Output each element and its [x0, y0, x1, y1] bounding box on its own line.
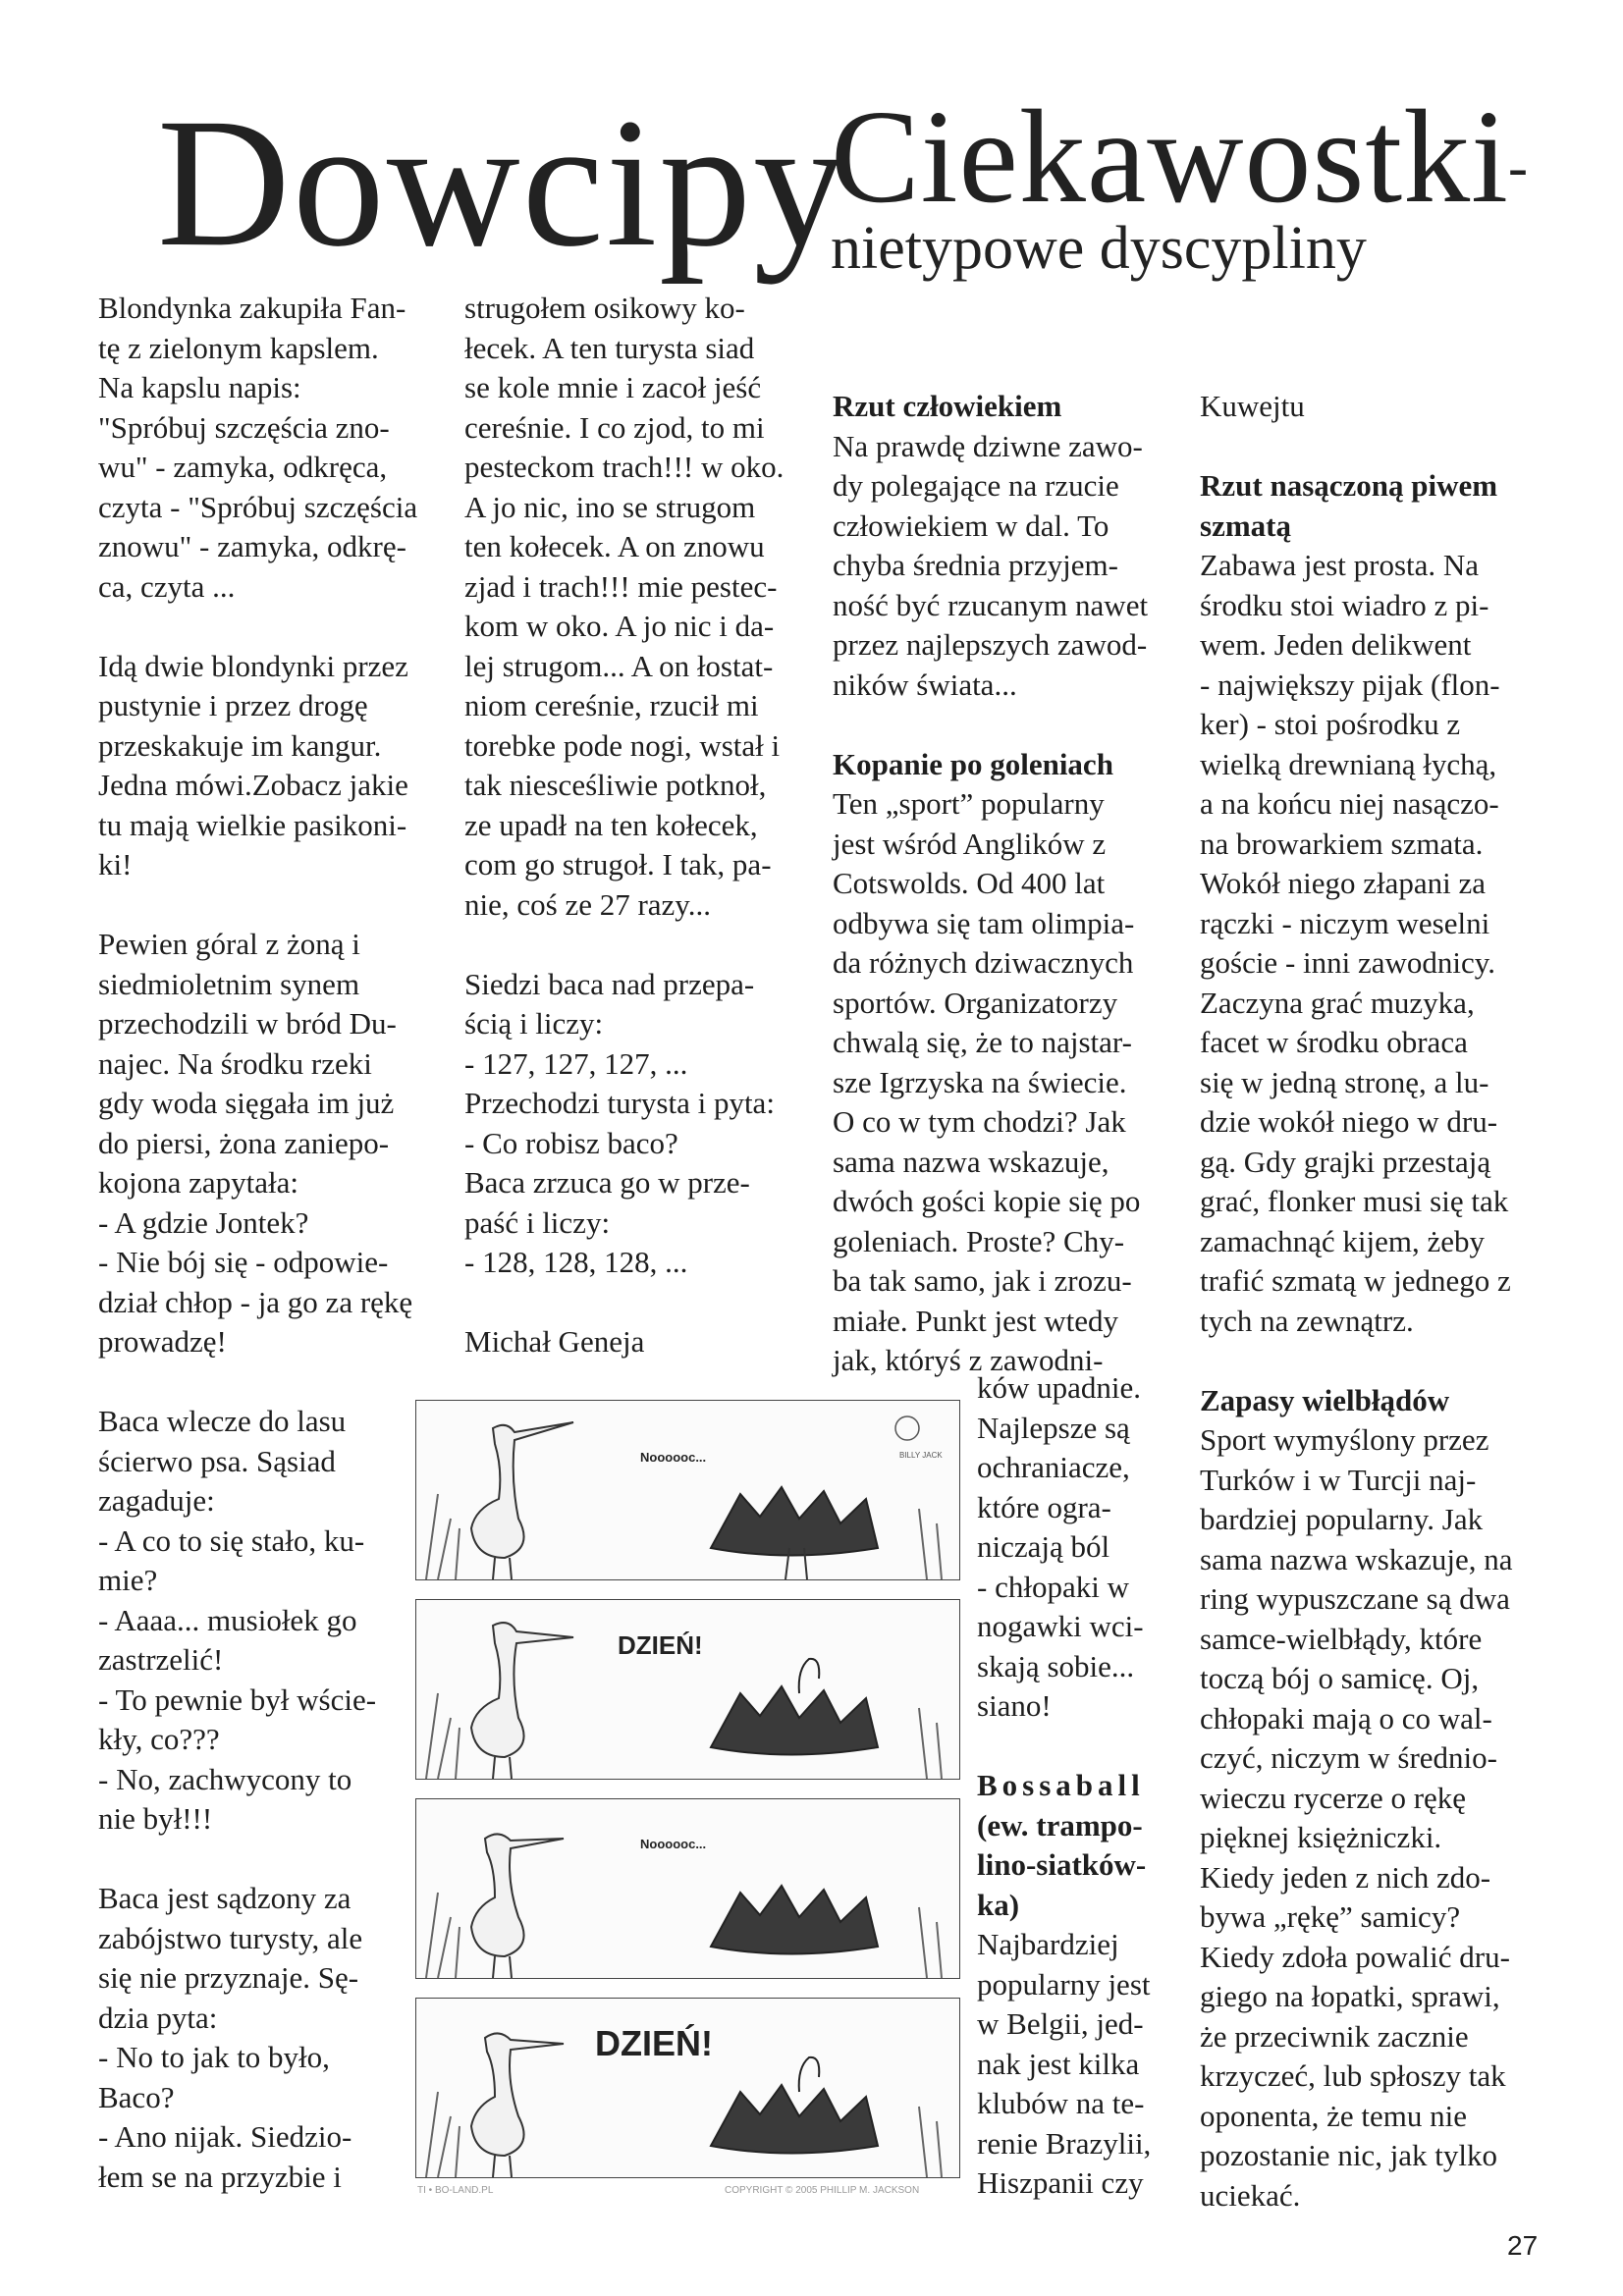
text-line: - No, zachwycony to	[98, 1761, 352, 1796]
text-line: Baca zrzuca go w prze-	[464, 1165, 750, 1200]
heading-bossaball: Bossaball	[977, 1768, 1145, 1802]
comic-credit-right: COPYRIGHT © 2005 PHILLIP M. JACKSON	[725, 2185, 920, 2196]
comic-logo: BILLY JACK	[899, 1451, 943, 1460]
text-line: najec. Na środku rzeki	[98, 1045, 372, 1081]
trivia-column-2	[1200, 387, 1536, 2216]
comic-text-day-1: DZIEŃ!	[618, 1630, 703, 1660]
text-line: przez najlepszych zawod-	[833, 627, 1148, 662]
text-line: Sport wymyślony przez	[1200, 1422, 1489, 1457]
text-line: ten kołecek. A on znowu	[464, 529, 765, 563]
text-line: pustynie i przez drogę	[98, 688, 368, 722]
text-line: tę z zielonym kapslem.	[98, 330, 379, 365]
text-line: środku stoi wiadro z pi-	[1200, 587, 1489, 622]
text-line: miałe. Punkt jest wtedy	[833, 1303, 1119, 1338]
comic-text-night-2: Noooooc...	[640, 1837, 707, 1851]
text-line: torebke pode nogi, wstał i	[464, 727, 781, 763]
text-line: przechodzili w bród Du-	[98, 1006, 397, 1041]
text-line: sama nazwa wskazuje,	[833, 1144, 1109, 1179]
text-line: ze upadł na ten kołecek,	[464, 807, 758, 842]
text-line: Baca jest sądzony za	[98, 1881, 352, 1915]
heading-rzut-czlowiekiem: Rzut człowiekiem	[833, 389, 1062, 423]
text-line: strugołem osikowy ko-	[464, 291, 745, 325]
text-line: siano!	[977, 1688, 1052, 1723]
text-kopanie-po-goleniach	[833, 784, 1166, 1381]
text-line: gą. Gdy grajki przestają	[1200, 1144, 1491, 1179]
text-line: Baco?	[98, 2079, 175, 2114]
text-line: do piersi, żona zaniepo-	[98, 1125, 390, 1160]
heading-zapasy-wielbladow: Zapasy wielbłądów	[1200, 1382, 1450, 1417]
heading-rzut-szmata	[1200, 466, 1536, 546]
text-line: kom w oko. A jo nic i da-	[464, 609, 775, 643]
text-line: zagaduje:	[98, 1483, 215, 1518]
text-line	[98, 885, 427, 926]
text-line: ników świata...	[833, 667, 1017, 702]
text-line: chłopaki mają o co wal-	[1200, 1700, 1492, 1735]
subtitle-dyscypliny: nietypowe dyscypliny	[831, 215, 1367, 282]
text-line: Zabawa jest prosta. Na	[1200, 548, 1480, 582]
text-line: jak, któryś z zawodni-	[833, 1343, 1104, 1377]
text-line: Przechodzi turysta i pyta:	[464, 1086, 775, 1120]
text-line: ker) - stoi pośrodku z	[1200, 707, 1461, 741]
text-line: Jedna mówi.Zobacz jakie	[98, 768, 408, 802]
text-line: goleniach. Proste? Chy-	[833, 1223, 1125, 1258]
text-line: Wokół niego złapani za	[1200, 866, 1487, 900]
text-line: com go strugoł. I tak, pa-	[464, 847, 772, 881]
text-line: toczą bój o samicę. Oj,	[1200, 1661, 1480, 1695]
text-line: ca, czyta ...	[98, 568, 236, 604]
text-bossaball	[977, 1925, 1166, 2204]
text-rzut-czlowiekiem	[833, 427, 1166, 706]
text-line: ność być rzucanym nawet	[833, 587, 1149, 622]
text-line: sportów. Organizatorzy	[833, 985, 1118, 1020]
text-line: niom cereśnie, rzucił mi	[464, 688, 759, 722]
text-line: się w jedną stronę, a lu-	[1200, 1064, 1489, 1099]
text-line: wu" - zamyka, odkręca,	[98, 450, 388, 484]
text-line: mie?	[98, 1563, 158, 1597]
text-line: popularny jest	[977, 1966, 1151, 2002]
text-line: Najlepsze są	[977, 1410, 1130, 1445]
text-line: bardziej popularny. Jak	[1200, 1502, 1484, 1536]
text-line: pozostanie nic, jak tylko	[1200, 2138, 1498, 2172]
text-line: gdy woda sięgała im już	[98, 1086, 395, 1120]
comic-strip	[415, 1400, 960, 2185]
text-line: Zaczyna grać muzyka,	[1200, 985, 1475, 1020]
text-line: człowiekiem w dal. To	[833, 507, 1109, 543]
text-line: grać, flonker musi się tak	[1200, 1184, 1509, 1218]
text-line: sama nazwa wskazuje, na	[1200, 1541, 1513, 1576]
text-line: że przeciwnik zacznie	[1200, 2018, 1469, 2054]
text-line: zabójstwo turysty, ale	[98, 1920, 363, 1955]
text-line: dzia pyta:	[98, 2000, 218, 2035]
text-line: - Nie bój się - odpowie-	[98, 1245, 389, 1279]
text-line: chyba średnia przyjem-	[833, 548, 1118, 582]
comic-text-day-2: DZIEŃ!	[595, 2023, 713, 2063]
text-line: - To pewnie był wście-	[98, 1682, 377, 1717]
text-line: Kiedy jeden z nich zdo-	[1200, 1859, 1491, 1895]
text-line: giego na łopatki, sprawi,	[1200, 1979, 1500, 2013]
text-line: wielką drewnianą łychą,	[1200, 746, 1497, 781]
text-line: bywa „rękę” samicy?	[1200, 1899, 1461, 1934]
text-line: na browarkiem szmata.	[1200, 826, 1484, 861]
text-line: a na końcu niej nasączo-	[1200, 786, 1499, 821]
text-line: zamachnąć kijem, żeby	[1200, 1223, 1486, 1258]
text-line	[98, 607, 427, 647]
text-line: Turków i w Turcji naj-	[1200, 1462, 1477, 1497]
trivia-column-1	[833, 387, 1166, 1381]
text-line: w Belgii, jed-	[977, 2006, 1144, 2041]
text-line: - A gdzie Jontek?	[98, 1204, 309, 1240]
text-kopanie-continued	[977, 1368, 1166, 1727]
heading-bossaball-sub	[977, 1806, 1166, 1926]
jokes-column-1	[98, 289, 427, 2197]
text-line: kojona zapytała:	[98, 1165, 298, 1200]
text-line: dwóch gości kopie się po	[833, 1184, 1141, 1218]
text-line: - 127, 127, 127, ...	[464, 1045, 688, 1081]
jokes-column-2	[464, 289, 798, 1362]
text-line: łem se na przyzbie i	[98, 2159, 342, 2194]
text-line: czyć, niczym w średnio-	[1200, 1740, 1497, 1775]
text-line: Baca wlecze do lasu	[98, 1404, 347, 1438]
title-dash: -	[1508, 134, 1528, 199]
text-line: nak jest kilka	[977, 2046, 1140, 2081]
text-line: ki!	[98, 847, 133, 881]
text-kuwejtu: Kuwejtu	[1200, 389, 1305, 423]
text-line: lino-siatków-	[977, 1847, 1147, 1882]
comic-panel-2	[415, 1599, 960, 1780]
comic-panel-2-art	[416, 1600, 959, 1779]
text-line: łecek. A ten turysta siad	[464, 330, 755, 365]
text-line: cereśnie. I co zjod, to mi	[464, 409, 765, 445]
text-line: - największy pijak (flon-	[1200, 667, 1500, 702]
title-dowcipy: Dowcipy	[157, 80, 848, 285]
text-line: oponenta, że temu nie	[1200, 2098, 1468, 2133]
text-line: nie był!!!	[98, 1801, 213, 1836]
text-line: pięknej księżniczki.	[1200, 1820, 1442, 1854]
text-line: się nie przyznaje. Sę-	[98, 1960, 359, 1995]
text-line: se kole mnie i zacoł jeść	[464, 370, 762, 404]
text-line: przeskakuje im kangur.	[98, 727, 382, 763]
comic-panel-4	[415, 1998, 960, 2178]
text-line: wem. Jeden delikwent	[1200, 627, 1472, 662]
comic-panel-3	[415, 1798, 960, 1979]
text-line: Hiszpanii czy	[977, 2165, 1144, 2200]
text-line: Najbardziej	[977, 1927, 1119, 1961]
text-line: wieczu rycerze o rękę	[1200, 1780, 1467, 1815]
heading-kopanie-po-goleniach: Kopanie po goleniach	[833, 746, 1113, 781]
text-line: szmatą	[1200, 507, 1291, 543]
trivia-column-1-continued	[977, 1368, 1166, 2204]
text-line: O co w tym chodzi? Jak	[833, 1104, 1126, 1139]
text-line: ków upadnie.	[977, 1370, 1142, 1405]
text-line: Na prawdę dziwne zawo-	[833, 428, 1143, 463]
text-line: dział chłop - ja go za rękę	[98, 1284, 413, 1319]
comic-panel-3-art	[416, 1799, 959, 1978]
page-number: 27	[1507, 2230, 1539, 2261]
comic-panel-1-art	[416, 1401, 959, 1579]
text-line: tak niesceśliwie potknoł,	[464, 768, 767, 802]
text-line: rączki - niczym weselni	[1200, 905, 1490, 940]
text-line: które ogra-	[977, 1489, 1111, 1524]
text-line: uciekać.	[1200, 2177, 1301, 2213]
text-line: goście - inni zawodnicy.	[1200, 945, 1496, 980]
text-line: facet w środku obraca	[1200, 1025, 1468, 1059]
comic-panel-1	[415, 1400, 960, 1580]
text-line: renie Brazylii,	[977, 2125, 1152, 2161]
text-line: Kiedy zdoła powalić dru-	[1200, 1939, 1510, 1974]
text-line: Na kapslu napis:	[98, 370, 301, 404]
text-line: znowu" - zamyka, odkrę-	[98, 529, 406, 563]
text-line	[464, 925, 798, 965]
text-line: - Ano nijak. Siedzio-	[98, 2119, 352, 2154]
text-line: Michał Geneja	[464, 1324, 645, 1359]
text-line	[98, 1362, 427, 1403]
text-line: paść i liczy:	[464, 1204, 611, 1240]
text-line: ba tak samo, jak i zrozu-	[833, 1263, 1132, 1298]
text-line: dzie wokół niego w dru-	[1200, 1104, 1498, 1139]
text-line: klubów na te-	[977, 2086, 1145, 2120]
text-line: ring wypuszczane są dwa	[1200, 1581, 1510, 1616]
text-line: ścią i liczy:	[464, 1006, 604, 1041]
text-line: kły, co???	[98, 1722, 220, 1756]
comic-text-night-1: Noooooc...	[640, 1450, 707, 1465]
text-line: (ew. trampo-	[977, 1807, 1143, 1842]
text-line: - Aaaa... musiołek go	[98, 1602, 357, 1637]
text-line: samce-wielbłądy, które	[1200, 1621, 1483, 1656]
text-line: - 128, 128, 128, ...	[464, 1245, 688, 1279]
text-line: Siedzi baca nad przepa-	[464, 966, 755, 1001]
comic-logo-icon	[895, 1416, 919, 1440]
comic-panel-4-art	[416, 1999, 959, 2177]
text-line: nie, coś ze 27 razy...	[464, 886, 712, 922]
title-ciekawostki: Ciekawostki	[831, 83, 1509, 231]
text-line: ka)	[977, 1887, 1020, 1922]
text-line	[464, 1283, 798, 1323]
text-line: Blondynka zakupiła Fan-	[98, 291, 406, 325]
text-line: lej strugom... A on łostat-	[464, 648, 774, 683]
text-line: Pewien góral z żoną i	[98, 927, 360, 961]
text-line: da różnych dziwacznych	[833, 945, 1134, 980]
text-line: jest wśród Anglików z	[833, 826, 1107, 861]
text-line: odbywa się tam olimpia-	[833, 905, 1135, 940]
text-line: dy polegające na rzucie	[833, 468, 1119, 503]
text-line: tu mają wielkie pasikoni-	[98, 807, 407, 842]
text-line: pesteckom trach!!! w oko.	[464, 450, 784, 484]
text-line: siedmioletnim synem	[98, 966, 360, 1001]
text-line: czyta - "Spróbuj szczęścia	[98, 489, 418, 524]
comic-credit-left: TI • BO-LAND.PL	[417, 2185, 494, 2196]
text-rzut-szmata	[1200, 546, 1536, 1341]
text-line: ścierwo psa. Sąsiad	[98, 1443, 336, 1478]
text-line: - No to jak to było,	[98, 2040, 330, 2074]
text-line: chwalą się, że to najstar-	[833, 1025, 1132, 1059]
text-line: zjad i trach!!! mie pestec-	[464, 568, 778, 604]
text-line: skają sobie...	[977, 1648, 1135, 1683]
text-line: trafić szmatą w jednego z	[1200, 1263, 1511, 1298]
text-line: - A co to się stało, ku-	[98, 1522, 365, 1558]
text-line: "Spróbuj szczęścia zno-	[98, 409, 390, 445]
text-zapasy-wielbladow	[1200, 1420, 1536, 2216]
text-line: nogawki wci-	[977, 1609, 1144, 1643]
text-line: niczają ból	[977, 1529, 1110, 1564]
text-line: tych na zewnątrz.	[1200, 1303, 1414, 1338]
text-line: prowadzę!	[98, 1324, 227, 1359]
text-line: Rzut nasączoną piwem	[1200, 468, 1498, 503]
text-line: sze Igrzyska na świecie.	[833, 1064, 1127, 1099]
text-line: krzyczeć, lub spłoszy tak	[1200, 2058, 1506, 2093]
text-line: Idą dwie blondynki przez	[98, 648, 408, 683]
text-line	[98, 1840, 427, 1880]
text-line: ochraniacze,	[977, 1450, 1130, 1484]
text-line: - chłopaki w	[977, 1569, 1129, 1604]
text-line: Cotswolds. Od 400 lat	[833, 866, 1106, 900]
text-line: Ten „sport” popularny	[833, 786, 1105, 821]
text-line: - Co robisz baco?	[464, 1125, 678, 1160]
text-line: zastrzelić!	[98, 1642, 224, 1677]
text-line: A jo nic, ino se strugom	[464, 489, 756, 524]
